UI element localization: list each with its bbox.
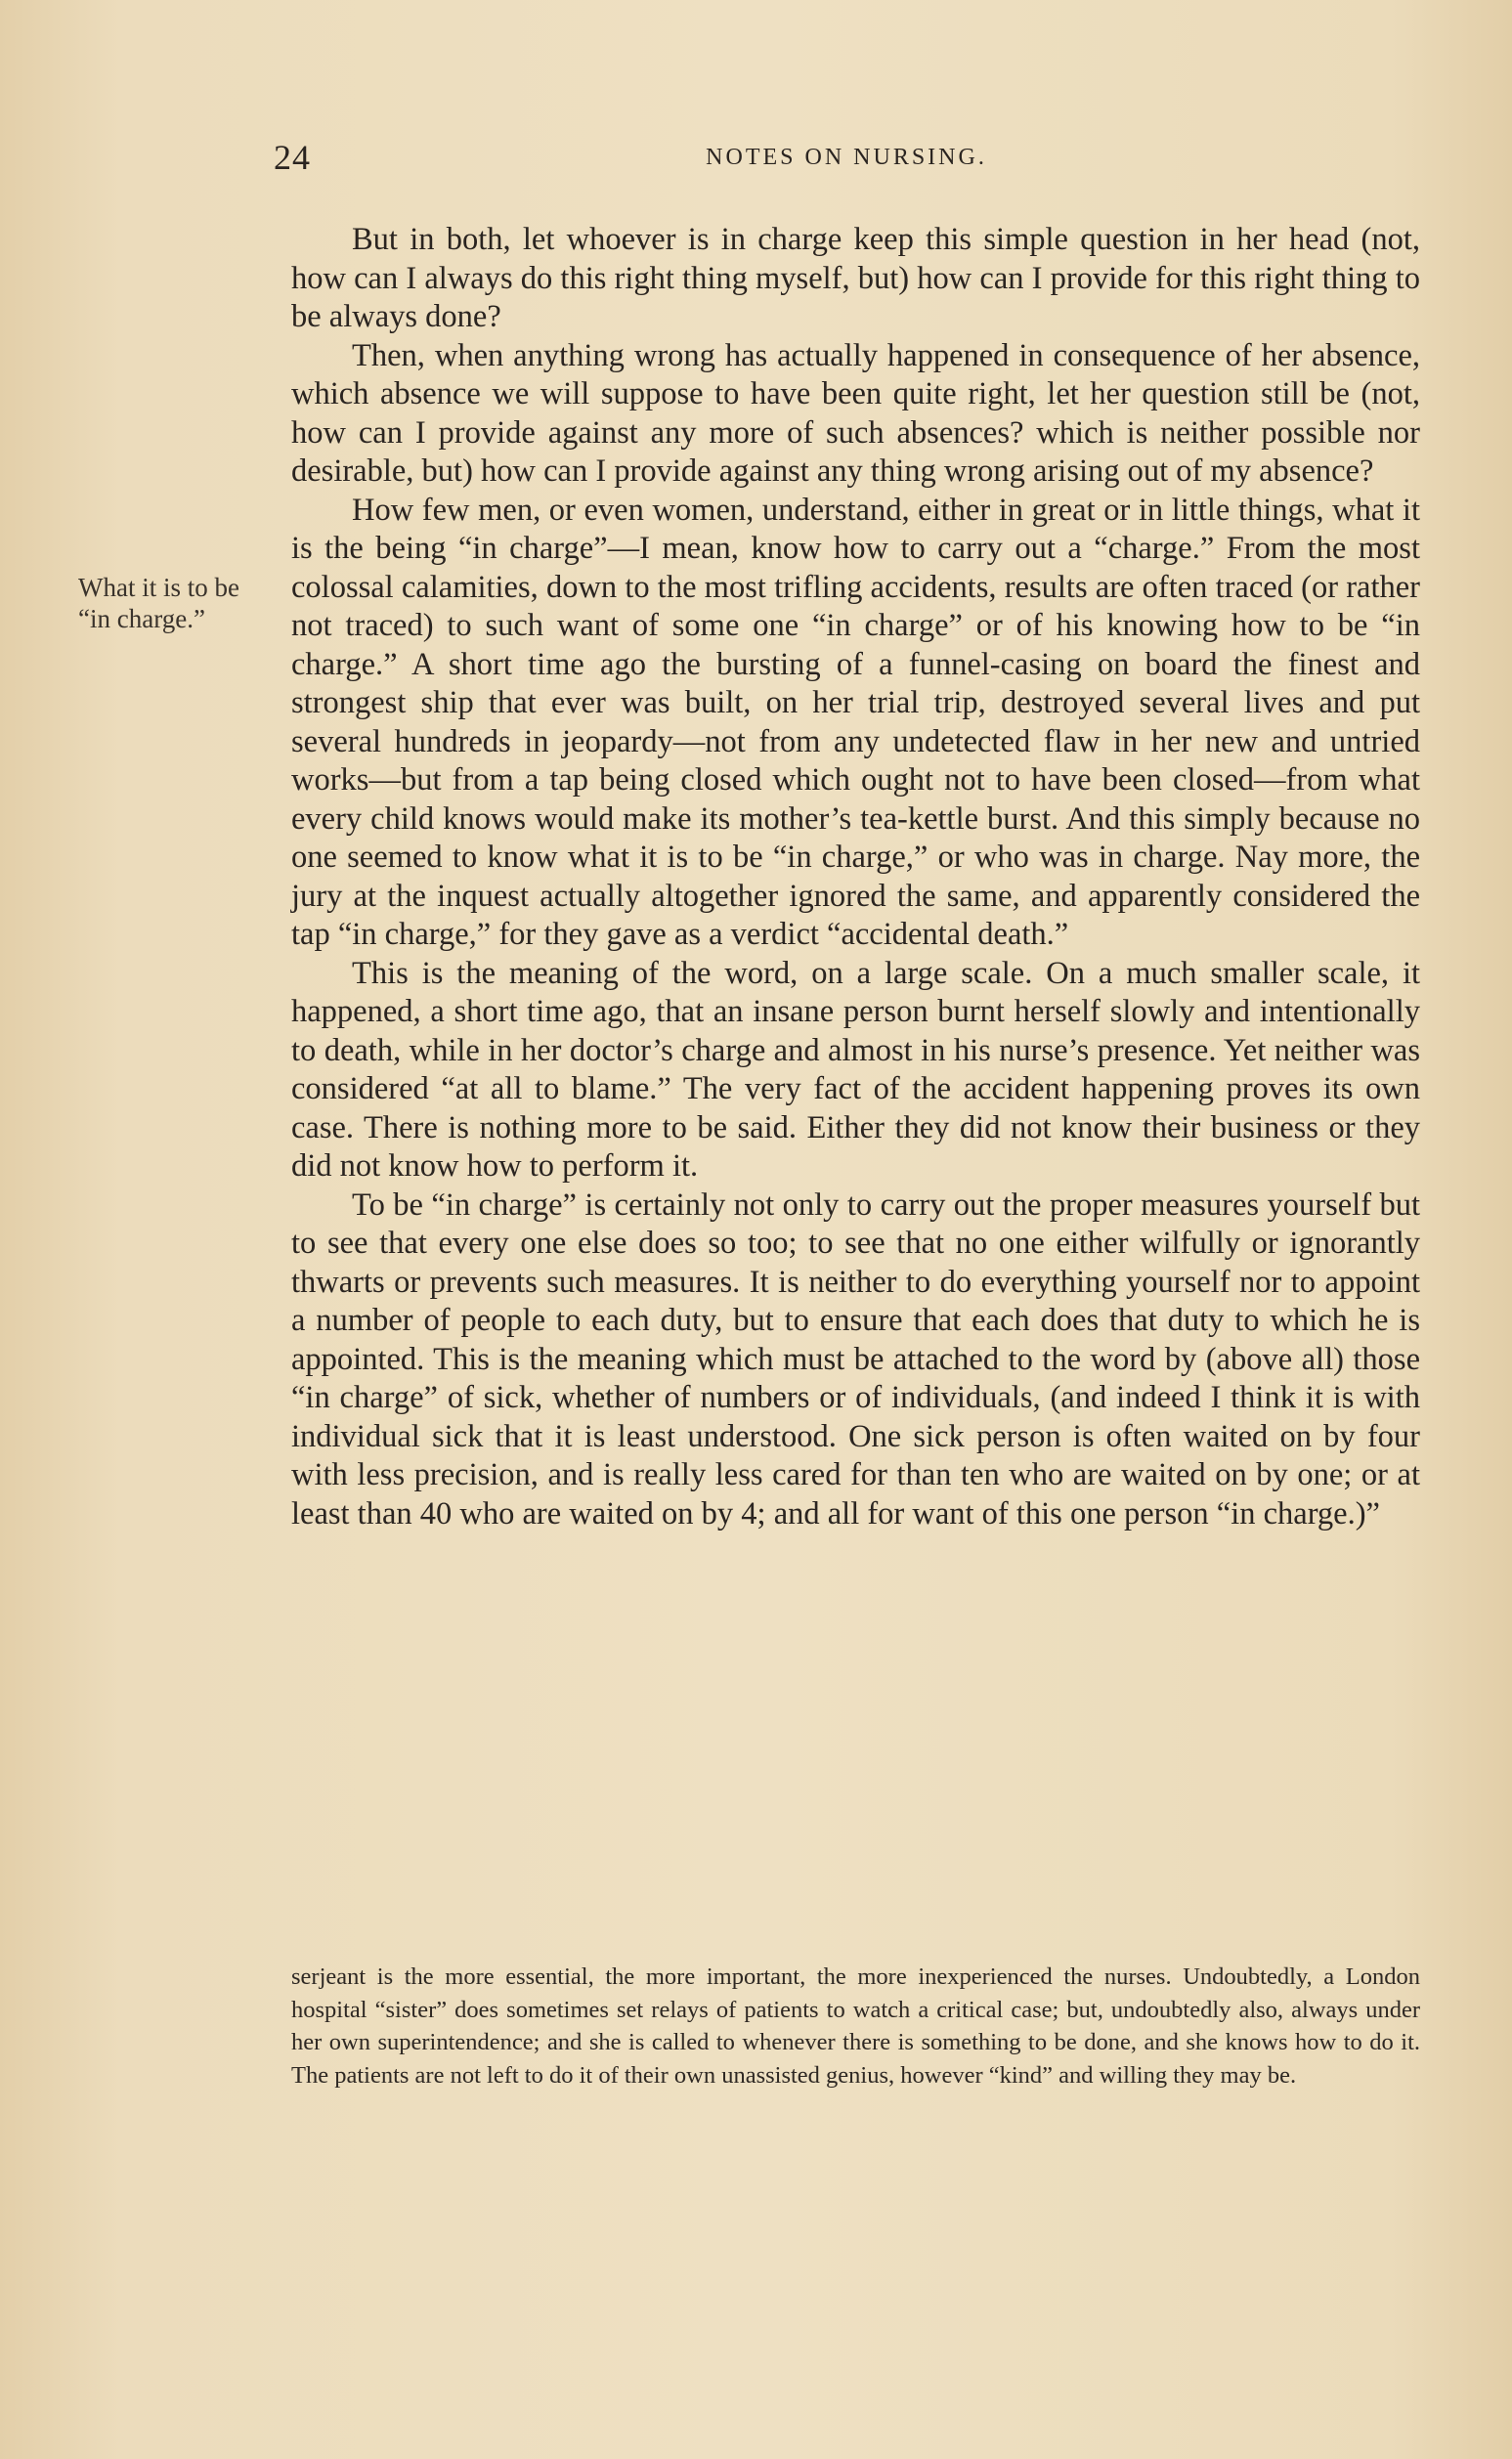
paragraph: To be “in charge” is certainly not only to carry out the proper measures yourself but to see that every one else does so too; to see that no one either wilfully or ignorantly thwarts or prevents such measures. It is neither to do everything yourself nor to appoint a number of people to each duty, but to ensure that each does that duty to which he is appointed. This is the meaning which must be attached to the word by (above all) those “in charge” of sick, whether of numbers or of individuals, (and indeed I think it is with individual sick that it is least understood. One sick person is often waited on by four with less precision, and is really less cared for than ten who are waited on by one; or at least than 40 who are waited on by 4; and all for want of this one person “in charge.)” [291,1186,1420,1531]
paragraph: How few men, or even women, understand, either in great or in little things, what it is the being “in charge”—I mean, know how to carry out a “charge.” From the most colossal calamities, down to the most trifling accidents, results are often traced (or rather not traced) to such want of some one “in charge” or of his knowing how to be “in charge.” A short time ago the bursting of a funnel-casing on board the finest and strongest ship that ever was built, on her trial trip, destroyed several lives and put several hundreds in jeopardy—not from any undetected flaw in her new and untried works—but from a tap being closed which ought not to have been closed—from what every child knows would make its mother’s tea-kettle burst. And this simply because no one seemed to know what it is to be “in charge,” or who was in charge. Nay more, the jury at the inquest actually altogether ignored the same, and apparently considered the tap “in charge,” for they gave as a verdict “accidental death.” [291,492,1420,952]
footnote-text: serjeant is the more essential, the more important, the more inexperienced the nurses. Undoubtedly, a London hospital “sister” does sometimes set relays of patients to watch a critical case; but, undoubtedly also, always under her own superintendence; and she is called to whenever there is something to be done, and she knows how to do it. The patients are not left to do it of their own unassisted genius, however “kind” and willing they may be. [291,1963,1420,2089]
footnote [291,1961,1420,2092]
paragraph: But in both, let whoever is in charge keep this simple question in her head (not, how can I always do this right thing myself, but) how can I provide for this right thing to be always done? [291,222,1420,334]
paragraph: Then, when anything wrong has actually happened in consequence of her absence, which absence we will suppose to have been quite right, let her question still be (not, how can I provide against any more of such absences? which is neither possible nor desirable, but) how can I provide against any thing wrong arising out of my absence? [291,337,1420,489]
main-text [291,221,1420,1533]
paragraph: This is the meaning of the word, on a large scale. On a much smaller scale, it happened, a short time ago, that an insane person burnt herself slowly and intentionally to death, while in her doctor’s charge and almost in his nurse’s presence. Yet neither was considered “at all to blame.” The very fact of the accident happening proves its own case. There is nothing more to be said. Either they did not know their business or they did not know how to perform it. [291,955,1420,1184]
running-title: NOTES ON NURSING. [706,145,987,170]
margin-note: What it is to be “in charge.” [78,573,239,633]
running-head [274,137,1419,186]
page-number: 24 [274,138,311,177]
